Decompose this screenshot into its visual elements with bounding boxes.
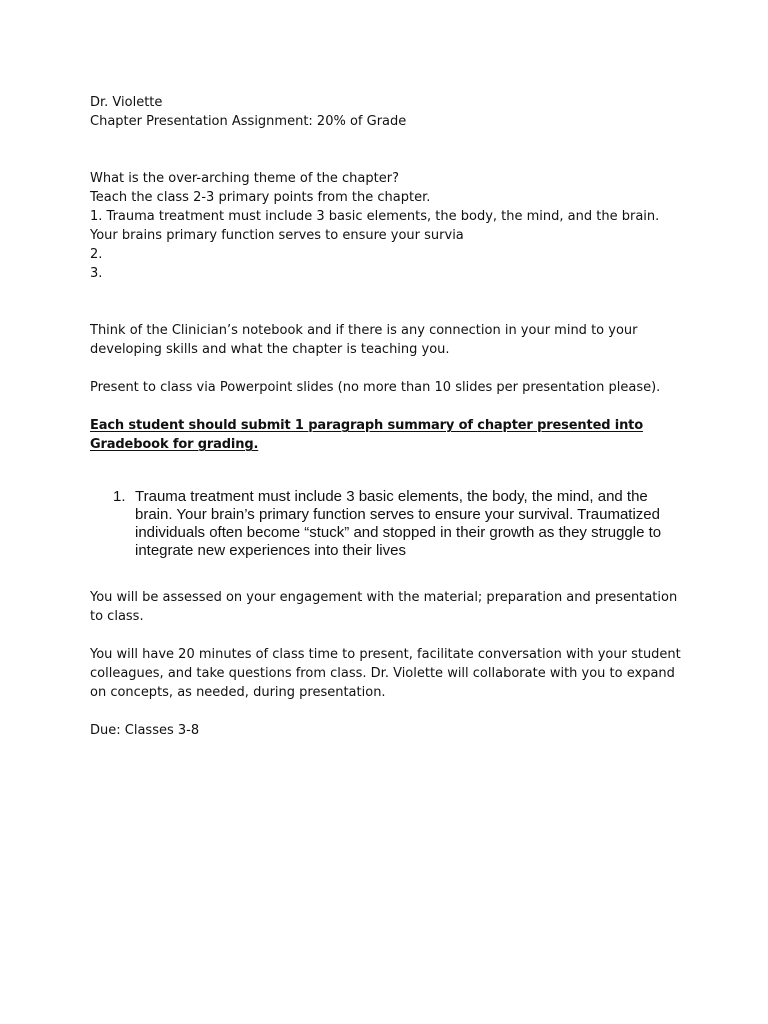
point-three: 3. xyxy=(90,266,103,281)
list-item-text: Trauma treatment must include 3 basic elements, the body, the mind, and the brain. Your brain’s primary function serves to ensure your survival. Traumatized individuals often become “stuck” and stopped in their growth as they struggle to integrate new experiences into their lives xyxy=(135,488,662,559)
spacer xyxy=(90,454,690,488)
spacer xyxy=(90,283,690,321)
assignment-title: Chapter Presentation Assignment: 20% of Grade xyxy=(90,114,407,129)
point-one: 1. Trauma treatment must include 3 basic elements, the body, the mind, and the brain. Your brains primary function serves to ensure your survia xyxy=(90,209,660,243)
clinician-note: Think of the Clinician’s notebook and if there is any connection in your mind to your developing skills and what the chapter is teaching you. xyxy=(90,323,638,357)
spacer xyxy=(90,397,690,416)
spacer xyxy=(90,702,690,721)
key-points-list xyxy=(90,488,690,560)
present-note: Present to class via Powerpoint slides (no more than 10 slides per presentation please). xyxy=(90,380,661,395)
list-item xyxy=(90,488,680,560)
theme-question: What is the over-arching theme of the chapter? xyxy=(90,171,399,186)
spacer xyxy=(90,131,690,169)
due-date: Due: Classes 3-8 xyxy=(90,723,200,738)
spacer xyxy=(90,626,690,645)
point-two: 2. xyxy=(90,247,103,262)
list-marker: 1. xyxy=(113,488,126,505)
assessment-note: You will be assessed on your engagement with the material; preparation and presentation to class. xyxy=(90,590,678,624)
timing-note: You will have 20 minutes of class time to present, facilitate conversation with your student colleagues, and take questions from class. Dr. Violette will collaborate with you to expand on concepts, as needed, during presentation. xyxy=(90,647,681,700)
instructor-name: Dr. Violette xyxy=(90,95,163,110)
spacer xyxy=(90,560,690,588)
submit-note: Each student should submit 1 paragraph summary of chapter presented into Gradebook for grading. xyxy=(90,418,644,452)
spacer xyxy=(90,359,690,378)
teach-instruction: Teach the class 2-3 primary points from the chapter. xyxy=(90,190,431,205)
document-body xyxy=(90,93,690,740)
